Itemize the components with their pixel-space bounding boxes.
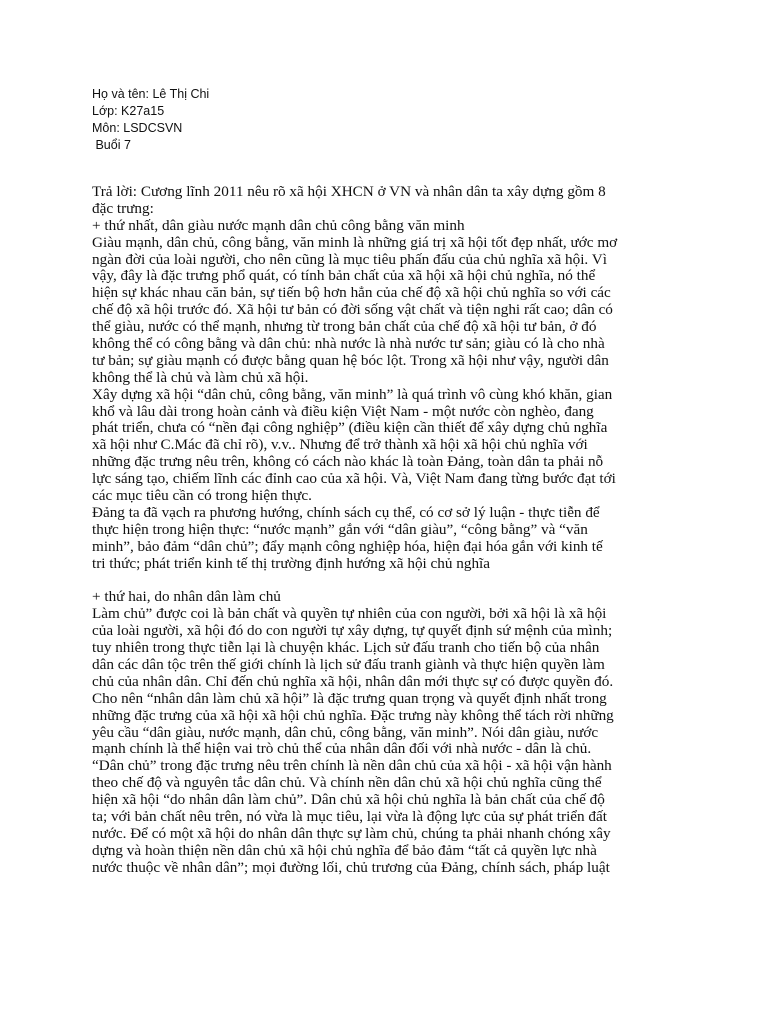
text-line: đặc trưng:	[92, 199, 154, 217]
text-line: nước. Để có một xã hội do nhân dân thực sự làm chủ, chúng ta phải nhanh chóng xây	[92, 824, 611, 842]
text-line: khổ và lâu dài trong hoàn cảnh và điều kiện Việt Nam - một nước còn nghèo, đang	[92, 402, 594, 420]
text-line: yêu cầu “dân giàu, nước mạnh, dân chủ, công bằng, văn minh”. Nói dân giàu, nước	[92, 723, 599, 741]
text-line: vậy, đây là đặc trưng phổ quát, có tính bản chất của xã hội xã hội chủ nghĩa, nó thể	[92, 267, 596, 285]
text-line: + thứ nhất, dân giàu nước mạnh dân chủ công bằng văn minh	[92, 216, 465, 234]
text-line: theo chế độ và nguyên tắc dân chủ. Và chính nền dân chủ xã hội chủ nghĩa cũng thể	[92, 774, 602, 792]
text-line: các mục tiêu cần có trong hiện thực.	[92, 487, 312, 505]
blank-line	[92, 572, 696, 589]
text-line: Làm chủ” được coi là bản chất và quyền tự nhiên của con người, bởi xã hội là xã hội	[92, 605, 607, 623]
text-line: xã hội như C.Mác đã chỉ rõ), v.v.. Nhưng để trở thành xã hội xã hội chủ nghĩa với	[92, 436, 588, 454]
text-line: dân các dân tộc trên thế giới chính là lịch sử đấu tranh giành và thực hiện quyền làm	[92, 655, 605, 673]
text-line: của loài người, xã hội đó do con người tự xây dựng, tự quyết định sứ mệnh của mình;	[92, 622, 613, 640]
text-line: thể giàu, nước có thể mạnh, nhưng từ trong bản chất của chế độ xã hội tư bản, ở đó	[92, 318, 597, 336]
text-line: những đặc trưng của xã hội xã hội chủ nghĩa. Đặc trưng này không thể tách rời những	[92, 706, 614, 724]
text-line: Trả lời: Cương lĩnh 2011 nêu rõ xã hội XHCN ở VN và nhân dân ta xây dựng gồm 8	[92, 183, 606, 200]
text-line: “Dân chủ” trong đặc trưng nêu trên chính là nền dân chủ của xã hội - xã hội vận hành	[92, 757, 612, 775]
text-line: nước thuộc về nhân dân”; mọi đường lối, chủ trương của Đảng, chính sách, pháp luật	[92, 858, 610, 876]
text-line: dựng và hoàn thiện nền dân chủ xã hội chủ nghĩa để bảo đảm “tất cả quyền lực nhà	[92, 841, 597, 859]
text-line: không thể là chủ và làm chủ xã hội.	[92, 368, 309, 386]
student-class: Lớp: K27a15	[92, 104, 165, 118]
text-line: Giàu mạnh, dân chủ, công bằng, văn minh là những giá trị xã hội tốt đẹp nhất, ước mơ	[92, 233, 618, 251]
text-line: tuy nhiên trong thực tiễn lại là chuyện khác. Lịch sử đấu tranh cho tiến bộ của nhân	[92, 639, 600, 657]
text-line: không thể có công bằng và dân chủ: nhà nước là nhà nước tư sản; giàu có là cho nhà	[92, 335, 605, 353]
student-info-header	[92, 86, 209, 154]
text-line: Cho nên “nhân dân làm chủ xã hội” là đặc trưng quan trọng và quyết định nhất trong	[92, 689, 607, 707]
text-line: phát triển, chưa có “nền đại công nghiệp” (điều kiện cần thiết để xây dựng chủ nghĩa	[92, 419, 608, 437]
text-line: tư bản; sự giàu mạnh có được bằng quan hệ bóc lột. Trong xã hội như vậy, người dân	[92, 351, 609, 369]
text-line: thực hiện trong hiện thực: “nước mạnh” gắn với “dân giàu”, “công bằng” và “văn	[92, 520, 588, 538]
session: Buổi 7	[92, 138, 131, 152]
text-line: Đảng ta đã vạch ra phương hướng, chính sách cụ thể, có cơ sở lý luận - thực tiễn để	[92, 503, 600, 521]
text-line: + thứ hai, do nhân dân làm chủ	[92, 588, 281, 606]
text-line: những đặc trưng nêu trên, không có cách nào khác là toàn Đảng, toàn dân ta phải nỗ	[92, 453, 604, 471]
text-line: minh”, bảo đảm “dân chủ”; đẩy mạnh công nghiệp hóa, hiện đại hóa gắn với kinh tế	[92, 537, 603, 555]
text-line: hiện xã hội “do nhân dân làm chủ”. Dân chủ xã hội chủ nghĩa là bản chất của chế độ	[92, 791, 605, 809]
student-name: Họ và tên: Lê Thị Chi	[92, 87, 210, 101]
text-line: chế độ xã hội trước đó. Xã hội tư bản có đời sống vật chất và tiện nghi rất cao; dân có	[92, 301, 613, 319]
text-line: ngàn đời của loài người, cho nên cũng là mục tiêu phấn đấu của chủ nghĩa xã hội. Vì	[92, 250, 607, 268]
subject: Môn: LSDCSVN	[92, 121, 183, 135]
text-line: Xây dựng xã hội “dân chủ, công bằng, văn minh” là quá trình vô cùng khó khăn, gian	[92, 385, 613, 403]
text-line: chủ của nhân dân. Chỉ đến chủ nghĩa xã hội, nhân dân mới thực sự có được quyền đó.	[92, 672, 614, 690]
text-line: ta; với bản chất nêu trên, nó vừa là mục tiêu, lại vừa là động lực của sự phát triển đất	[92, 807, 607, 825]
text-line: lực sáng tạo, chiếm lĩnh các đỉnh cao của xã hội. Và, Việt Nam đang từng bước đạt tới	[92, 470, 616, 488]
text-line: hiện sự khác nhau căn bản, sự tiến bộ hơn hẳn của chế độ xã hội chủ nghĩa so với các	[92, 284, 611, 302]
text-line: mạnh chính là thể hiện vai trò chủ thể của nhân dân đối với nhà nước - dân là chủ.	[92, 740, 592, 758]
essay-body	[92, 184, 696, 877]
text-line: tri thức; phát triển kinh tế thị trường định hướng xã hội chủ nghĩa	[92, 554, 491, 572]
